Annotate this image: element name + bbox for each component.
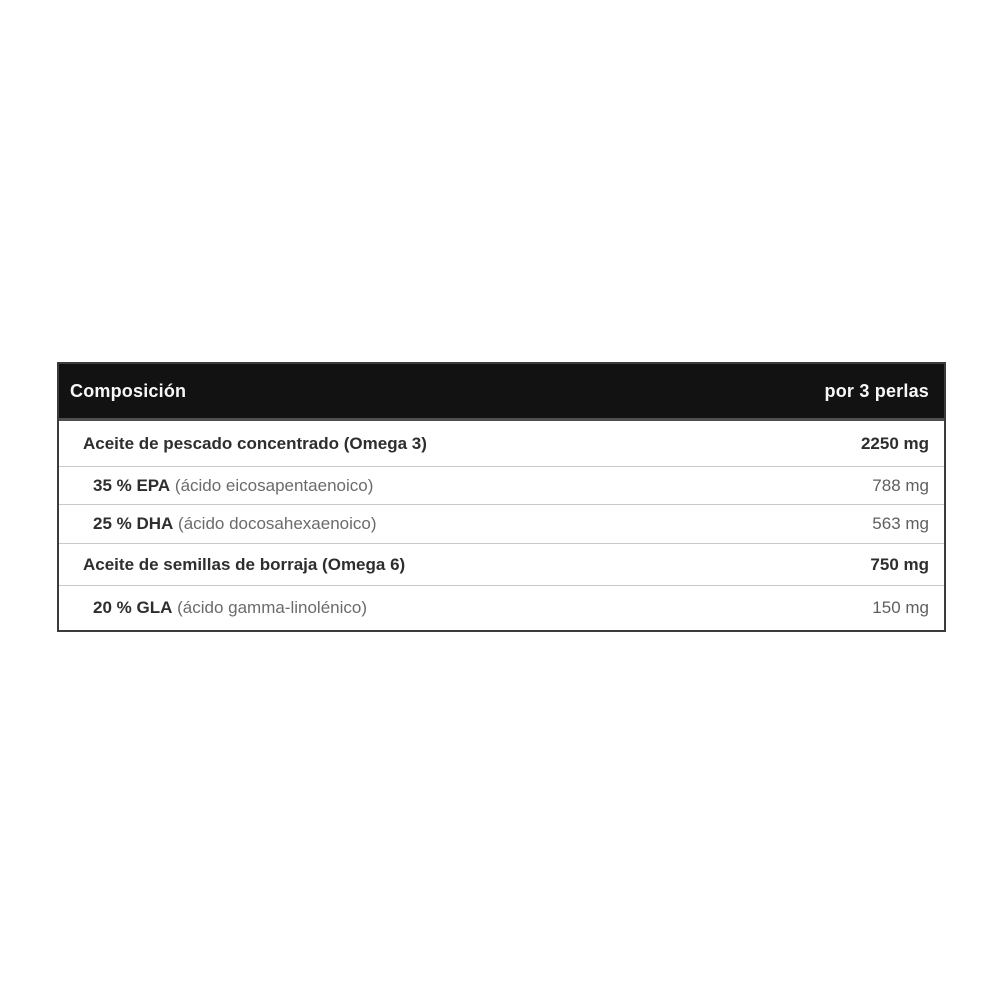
row-name bbox=[93, 598, 367, 618]
row-detail-text: (ácido eicosapentaenoico) bbox=[174, 475, 374, 495]
row-detail-text: (ácido gamma-linolénico) bbox=[177, 598, 368, 617]
composition-table bbox=[57, 362, 946, 632]
row-main-text: 25 % DHA bbox=[93, 514, 174, 533]
row-value: 563 mg bbox=[872, 514, 929, 533]
row-main-text: Aceite de semillas de borraja (Omega 6) bbox=[83, 554, 406, 574]
row-value: 788 mg bbox=[872, 475, 929, 495]
row-main-text: 35 % EPA bbox=[93, 475, 171, 495]
table-row-fish-oil bbox=[59, 421, 944, 467]
row-name bbox=[83, 555, 405, 575]
table-row-borage-oil bbox=[59, 544, 944, 586]
row-main-text: Aceite de pescado concentrado (Omega 3) bbox=[83, 433, 427, 453]
row-main-text: 20 % GLA bbox=[93, 598, 173, 617]
row-value: 2250 mg bbox=[860, 433, 929, 453]
header-title: Composición bbox=[70, 380, 187, 401]
row-name bbox=[83, 434, 427, 454]
composition-table-header bbox=[59, 364, 944, 421]
row-name bbox=[93, 476, 373, 496]
row-detail-text: (ácido docosahexaenoico) bbox=[178, 514, 377, 533]
row-name bbox=[93, 514, 377, 534]
header-amount-label: por 3 perlas bbox=[824, 380, 929, 401]
table-row-gla bbox=[59, 586, 944, 630]
row-value: 750 mg bbox=[870, 554, 929, 574]
table-row-epa bbox=[59, 467, 944, 505]
table-row-dha bbox=[59, 505, 944, 544]
row-value: 150 mg bbox=[872, 598, 929, 617]
